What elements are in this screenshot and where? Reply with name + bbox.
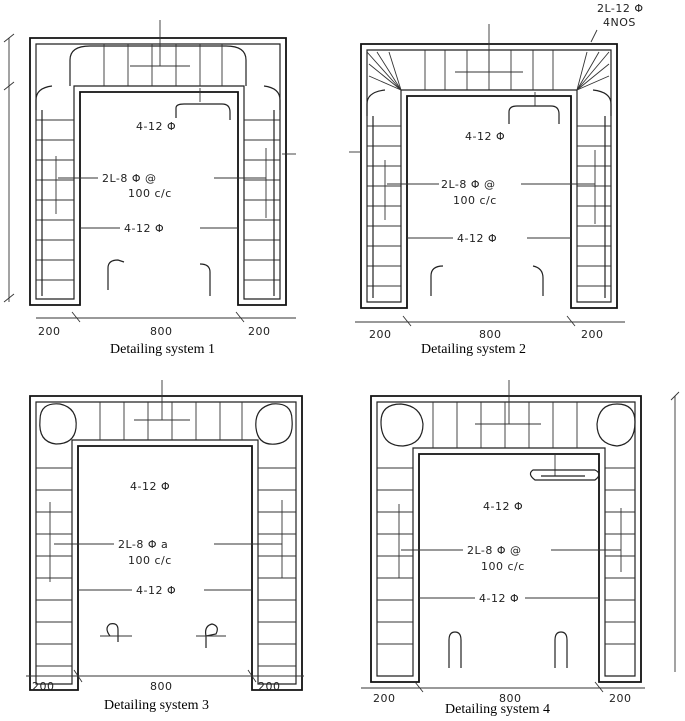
stirrups-label-1: 2L-8 Φ @ <box>467 544 522 557</box>
frame-drawing-3 <box>0 372 310 702</box>
stirrups-label-1: 2L-8 Φ @ <box>102 172 157 185</box>
stirrups-label-2: 100 c/c <box>128 554 172 567</box>
frame-drawing-4 <box>345 372 685 705</box>
dim-left: 200 <box>38 325 61 338</box>
dim-right: 200 <box>581 328 604 341</box>
corner-bars-label-2: 4NOS <box>603 16 636 29</box>
dim-mid: 800 <box>150 325 173 338</box>
bottom-bars-label: 4-12 Φ <box>457 232 498 245</box>
frame-drawing-2 <box>345 0 685 345</box>
top-bars-label: 4-12 Φ <box>465 130 506 143</box>
caption: Detailing system 3 <box>104 698 209 713</box>
corner-bars-label-1: 2L-12 Φ <box>597 2 644 15</box>
dim-mid: 800 <box>499 692 522 705</box>
caption: Detailing system 1 <box>110 342 215 357</box>
caption: Detailing system 2 <box>421 342 526 357</box>
top-bars-label: 4-12 Φ <box>483 500 524 513</box>
top-bars-label: 4-12 Φ <box>136 120 177 133</box>
stirrups-label-1: 2L-8 Φ @ <box>441 178 496 191</box>
detailing-system-3 <box>0 372 310 721</box>
bottom-bars-label: 4-12 Φ <box>136 584 177 597</box>
dim-right: 200 <box>258 680 281 693</box>
stirrups-label-2: 100 c/c <box>453 194 497 207</box>
dim-right: 200 <box>609 692 632 705</box>
stirrups-label-2: 100 c/c <box>128 187 172 200</box>
detailing-system-4 <box>345 372 685 721</box>
caption: Detailing system 4 <box>445 702 550 717</box>
bottom-bars-label: 4-12 Φ <box>124 222 165 235</box>
dim-left: 200 <box>373 692 396 705</box>
frame-drawing-1 <box>0 0 310 345</box>
dim-right: 200 <box>248 325 271 338</box>
bottom-bars-label: 4-12 Φ <box>479 592 520 605</box>
detailing-system-2 <box>345 0 685 360</box>
dim-mid: 800 <box>150 680 173 693</box>
detailing-system-1 <box>0 0 310 360</box>
dim-left: 200 <box>32 680 55 693</box>
top-bars-label: 4-12 Φ <box>130 480 171 493</box>
stirrups-label-1: 2L-8 Φ a <box>118 538 169 551</box>
stirrups-label-2: 100 c/c <box>481 560 525 573</box>
dim-mid: 800 <box>479 328 502 341</box>
dim-left: 200 <box>369 328 392 341</box>
